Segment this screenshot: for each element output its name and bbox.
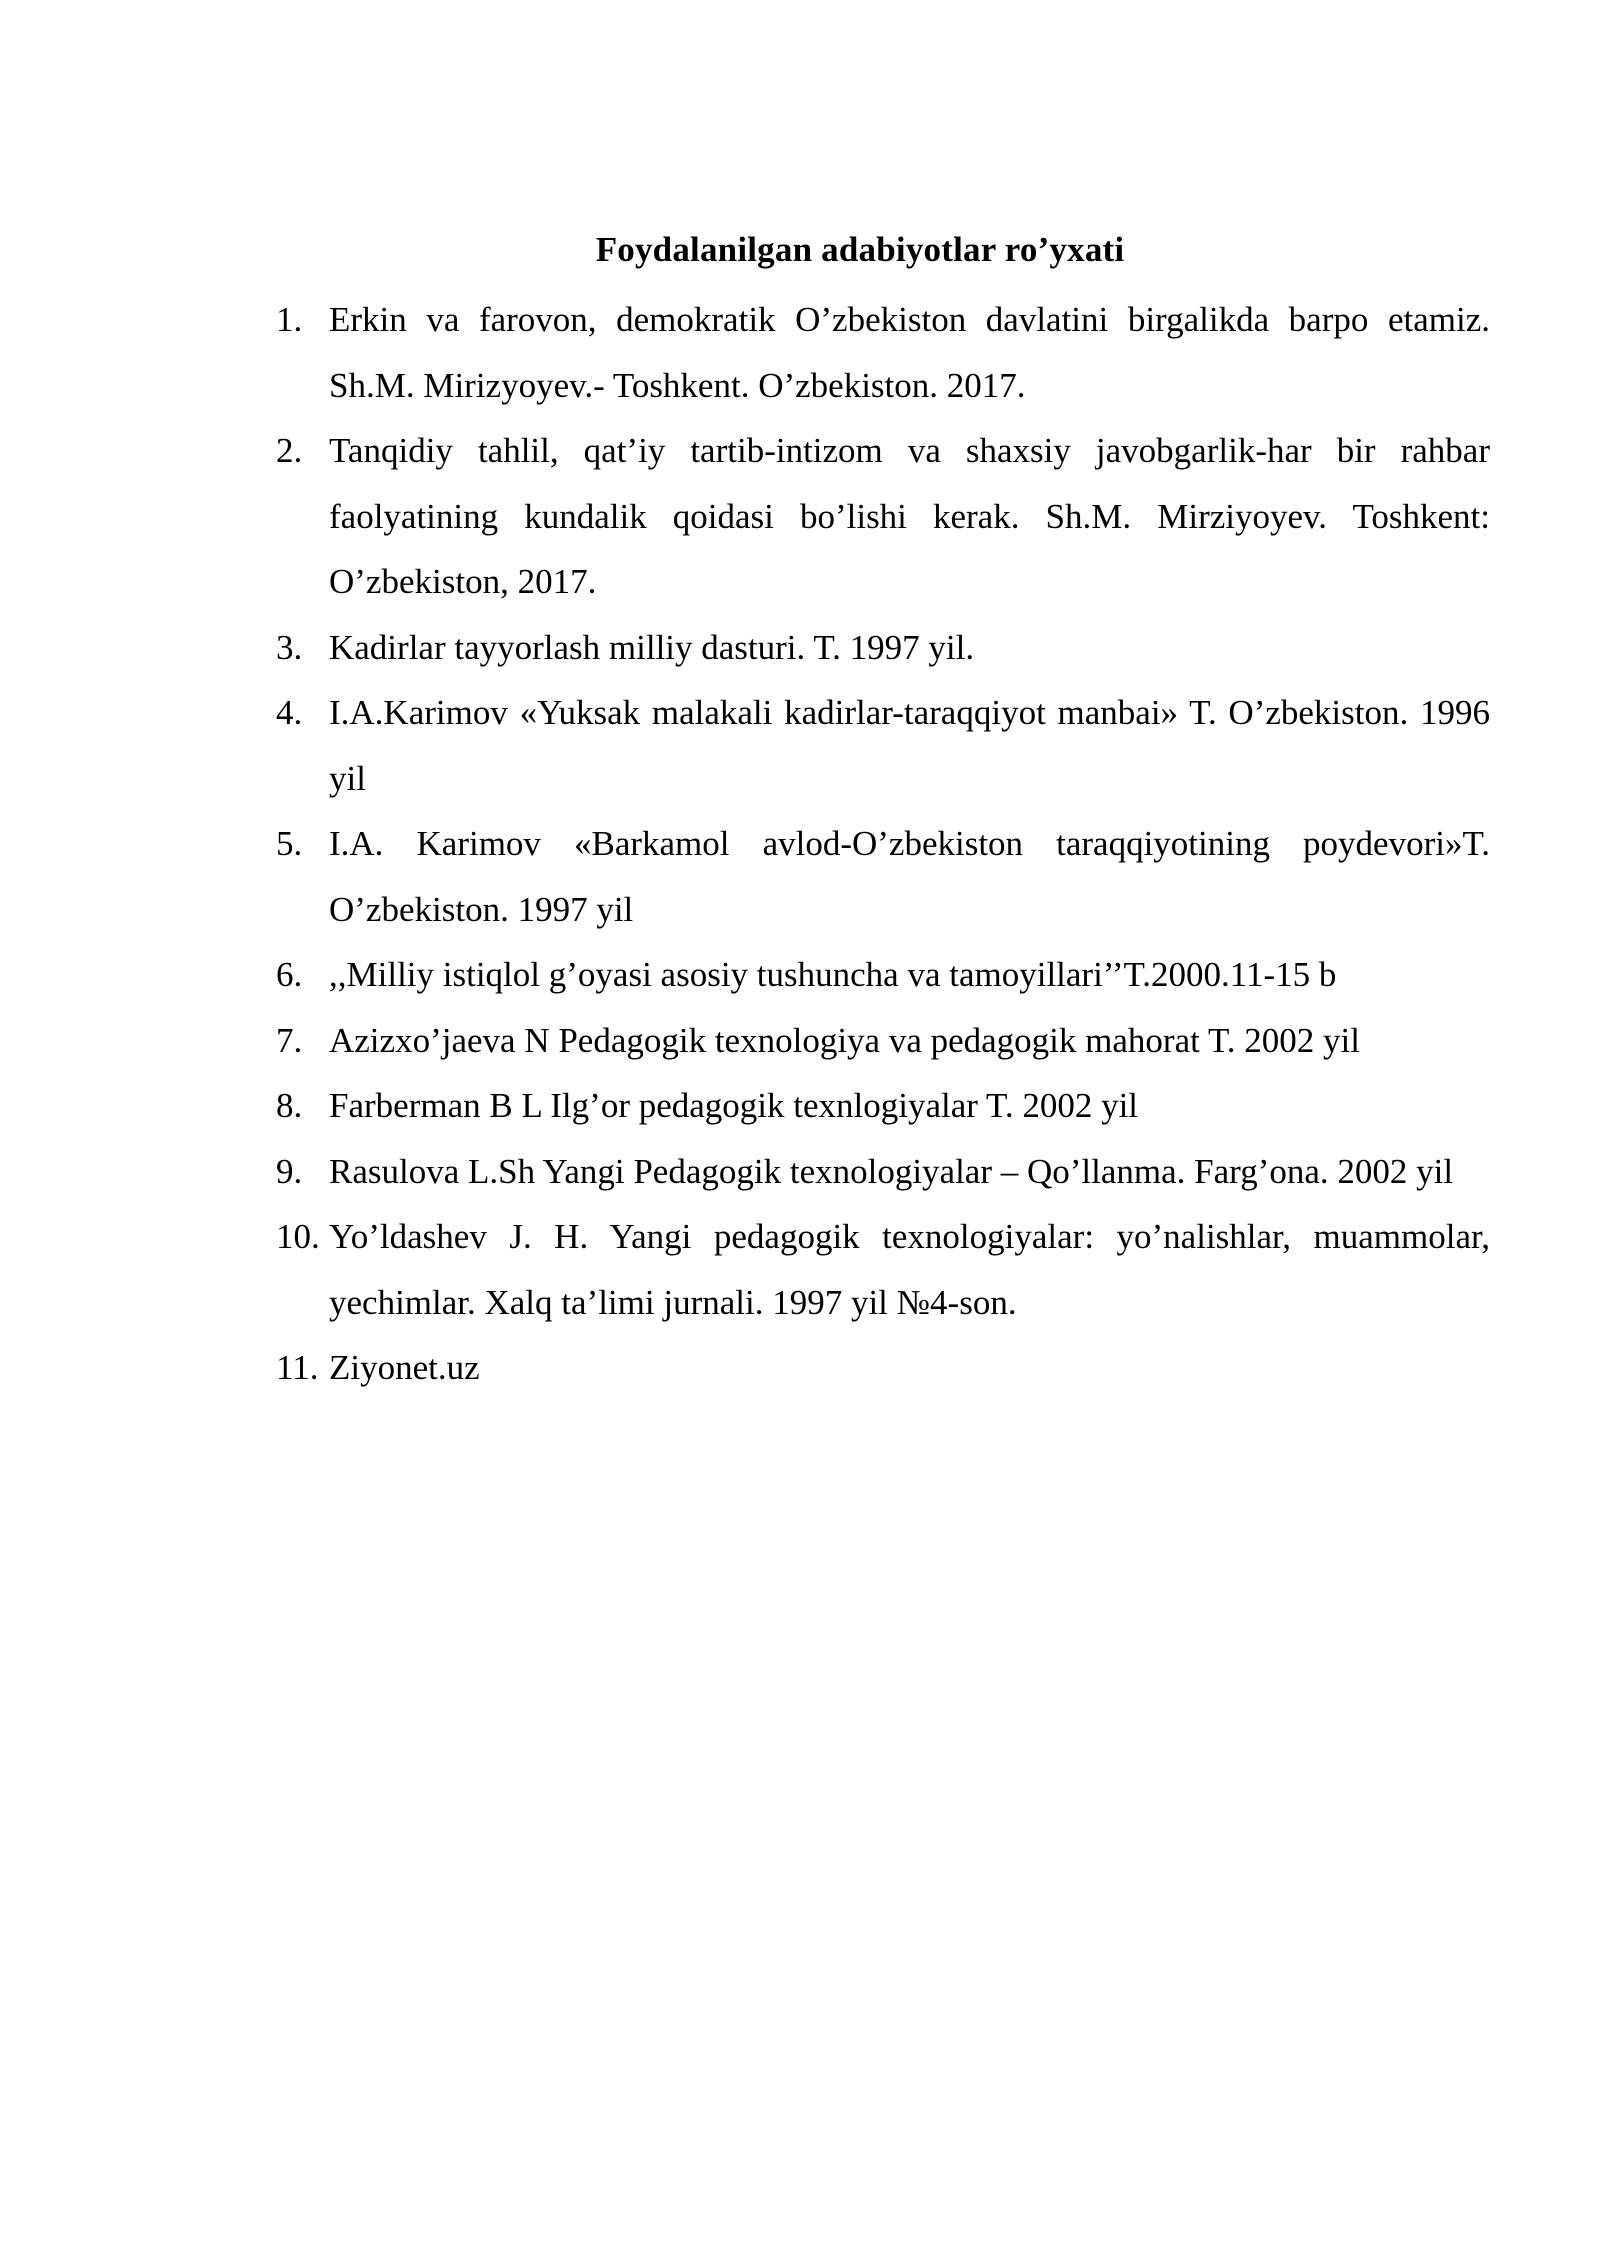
list-item-text: I.A. Karimov «Barkamol avlod-O’zbekiston taraqqiyotining poydevori»T. O’zbekiston. 1997 yil: [329, 824, 1490, 929]
list-item-text: Ziyonet.uz: [329, 1348, 480, 1387]
page-title: Foydalanilgan adabiyotlar ro’yxati: [595, 230, 1125, 269]
list-item-number: 2.: [276, 431, 303, 470]
list-item-number: 3.: [276, 627, 303, 667]
list-item-text: Tanqidiy tahlil, qat’iy tartib-intizom va shaxsiy javobgarlik-har bir rahbar faolyatining kundalik qoidasi bo’lishi kerak. Sh.M. Mirziyoyev. Toshkent: O’zbekiston, 2017.: [329, 431, 1490, 601]
list-item: [276, 680, 1490, 811]
list-item-number: 1.: [276, 300, 303, 339]
list-item-text: I.A.Karimov «Yuksak malakali kadirlar-taraqqiyot manbai» T. O’zbekiston. 1996 yil: [329, 693, 1490, 798]
list-item-text: Azizxo’jaeva N Pedagogik texnologiya va pedagogik mahorat T. 2002 yil: [329, 1020, 1360, 1060]
list-item-text: Farberman B L Ilg’or pedagogik texnlogiyalar T. 2002 yil: [329, 1086, 1139, 1125]
references-list: [276, 287, 1490, 1401]
list-item: [276, 1335, 1490, 1401]
list-item: [276, 418, 1490, 615]
list-item-text: Rasulova L.Sh Yangi Pedagogik texnologiyalar – Qo’llanma. Farg’ona. 2002 yil: [329, 1151, 1454, 1191]
list-item-text: Kadirlar tayyorlash milliy dasturi. T. 1997 yil.: [329, 627, 975, 667]
list-item-number: 7.: [276, 1020, 303, 1060]
list-item: [276, 942, 1490, 1008]
list-item-number: 8.: [276, 1086, 303, 1125]
list-item-text: Yo’ldashev J. H. Yangi pedagogik texnologiyalar: yo’nalishlar, muammolar, yechimlar. Xalq ta’limi jurnali. 1997 yil №4-son.: [329, 1217, 1490, 1322]
list-item: [276, 1073, 1490, 1139]
list-item: [276, 1139, 1490, 1205]
list-item-number: 4.: [276, 693, 303, 732]
list-item: [276, 615, 1490, 681]
list-item: [276, 1008, 1490, 1074]
list-item-text: ,,Milliy istiqlol g’oyasi asosiy tushuncha va tamoyillari’’T.2000.11-15 b: [329, 955, 1337, 994]
list-item-number: 10.: [276, 1217, 320, 1256]
list-item-number: 11.: [276, 1348, 319, 1387]
list-item: [276, 811, 1490, 942]
list-item-number: 6.: [276, 955, 303, 994]
list-item-number: 5.: [276, 824, 303, 863]
list-item: [276, 287, 1490, 418]
list-item-number: 9.: [276, 1151, 303, 1191]
list-item: [276, 1204, 1490, 1335]
list-item-text: Erkin va farovon, demokratik O’zbekiston davlatini birgalikda barpo etamiz. Sh.M. Mirizyoyev.- Toshkent. O’zbekiston. 2017.: [329, 300, 1490, 405]
